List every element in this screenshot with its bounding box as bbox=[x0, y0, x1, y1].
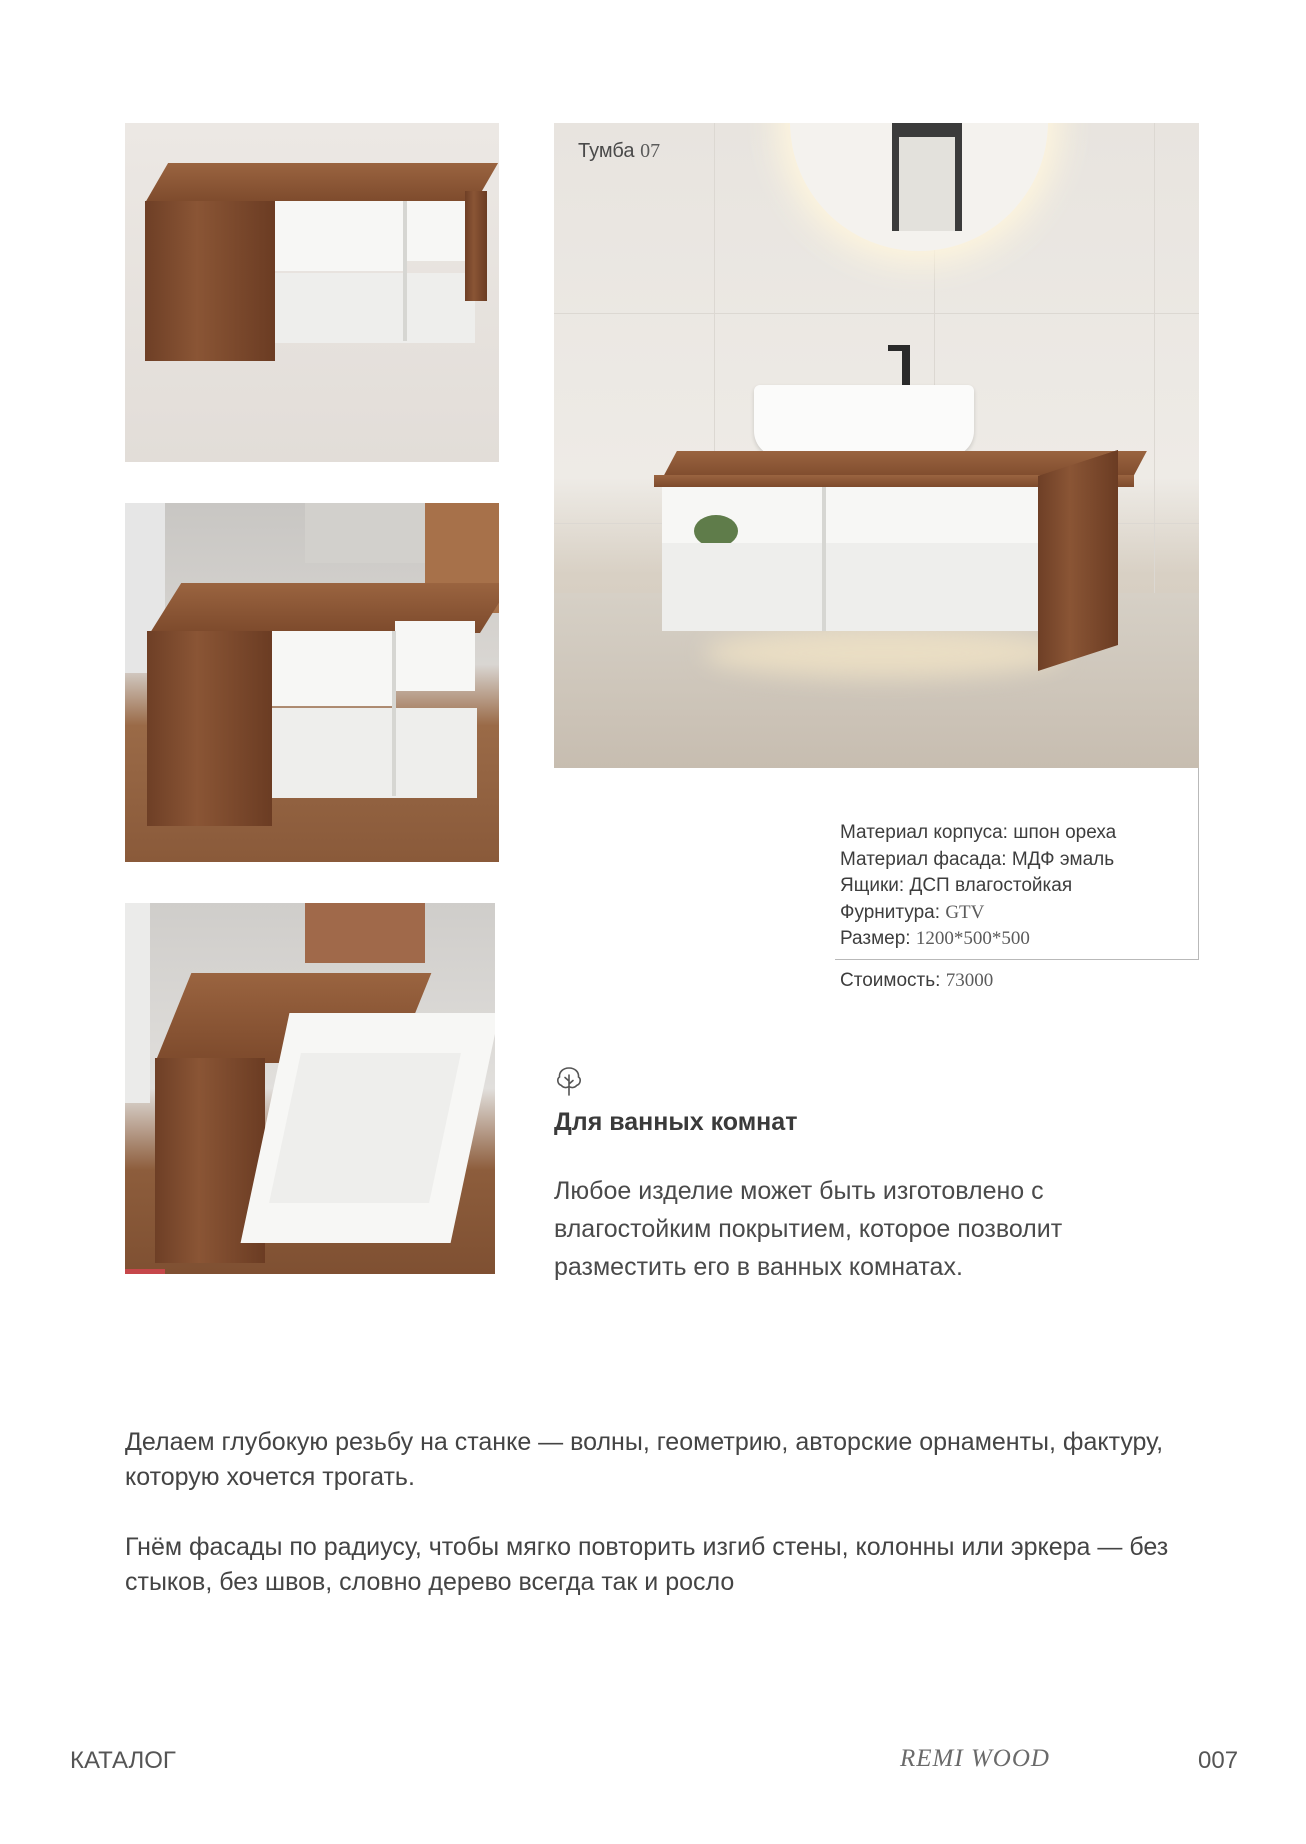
feature-description bbox=[554, 1172, 1062, 1286]
footer-brand-logo: REMI WOOD bbox=[900, 1745, 1050, 1772]
footer-section: КАТАЛОГ bbox=[70, 1747, 176, 1774]
product-title-label: Тумба bbox=[578, 140, 635, 162]
feature-heading: Для ванных комнат bbox=[554, 1108, 798, 1136]
spec-row: Материал корпуса: шпон ореха bbox=[840, 822, 1117, 843]
feature-line: разместить его в ванных комнатах. bbox=[554, 1253, 963, 1281]
price bbox=[840, 968, 993, 995]
feature-line: Любое изделие может быть изготовлено с bbox=[554, 1177, 1044, 1205]
product-photo-2 bbox=[125, 503, 499, 862]
spec-row: Размер: 1200*500*500 bbox=[840, 928, 1030, 949]
spec-row: Ящики: ДСП влагостойкая bbox=[840, 875, 1073, 896]
price-value: 73000 bbox=[945, 970, 994, 991]
product-title-number: 07 bbox=[640, 140, 661, 162]
product-photo-1 bbox=[125, 123, 499, 462]
spec-frame-vertical bbox=[1198, 768, 1199, 960]
spec-list bbox=[840, 820, 1116, 953]
main-product-photo bbox=[554, 123, 1199, 768]
spec-row: Материал фасада: МДФ эмаль bbox=[840, 848, 1115, 870]
price-label: Стоимость: bbox=[840, 970, 941, 991]
product-photo-3 bbox=[125, 903, 495, 1274]
paragraph-carving: Делаем глубокую резьбу на станке — волны, геометрию, авторские орнаменты, фактуру, которую хочется трогать. bbox=[125, 1428, 1164, 1491]
feature-line: влагостойким покрытием, которое позволит bbox=[554, 1215, 1063, 1243]
spec-frame-horizontal bbox=[835, 959, 1199, 960]
tree-icon bbox=[554, 1065, 584, 1097]
footer-page-number: 007 bbox=[1198, 1747, 1239, 1774]
product-title bbox=[578, 140, 660, 163]
spec-row: Фурнитура: GTV bbox=[840, 901, 985, 923]
paragraph-bending: Гнём фасады по радиусу, чтобы мягко повторить изгиб стены, колонны или эркера — без стыков, без швов, словно дерево всегда так и росло bbox=[125, 1533, 1169, 1596]
